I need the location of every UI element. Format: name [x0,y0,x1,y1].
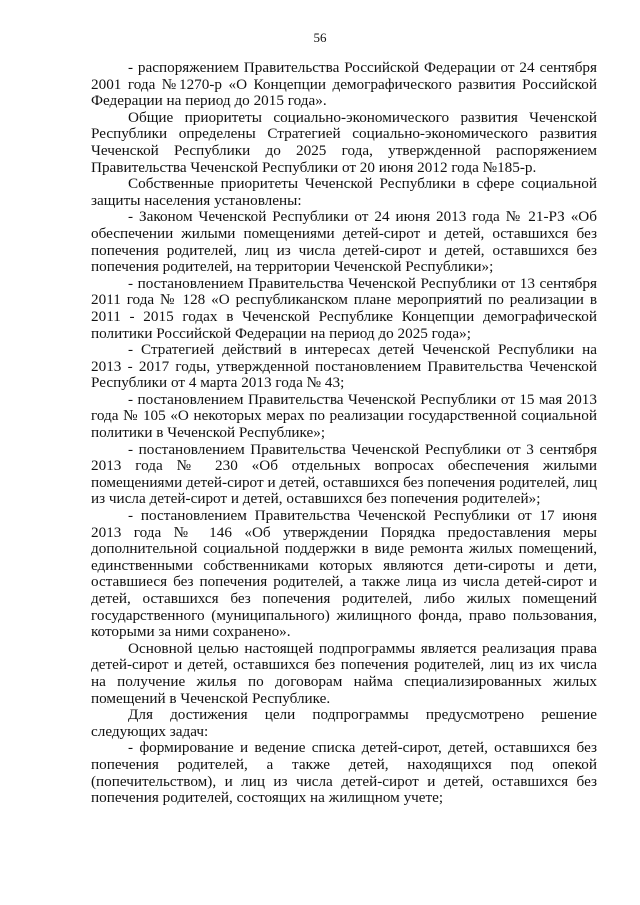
page-number: 56 [313,30,327,45]
paragraph-resolution-105: - постановлением Правительства Чеченской Республики от 15 мая 2013 года № 105 «О некоторых мерах по реализации государственной социальной политики в Чеченской Республике»; [91,390,597,442]
paragraph-general-priorities: Общие приоритеты социально-экономического развития Чеченской Республики определены Стратегией социально-экономического развития Чеченской Республики до 2025 года, утвержденной распоряжением Правительства Чеченской Республики от 20 июня 2012 года №185-р. [91,108,597,176]
paragraph-resolution-146: - постановлением Правительства Чеченской Республики от 17 июня 2013 года № 146 «Об утверждении Порядка предоставления меры дополнительной социальной поддержки в виде ремонта жилых помещений, единственными собственниками которых являются дети-сироты и дети, оставшиеся без попечения родителей, а также лица из числа детей-сирот и детей, оставшихся без попечения родителей, либо жилых помещений государственного (муниципального) жилищного фонда, право пользования, которыми за ними сохранено». [91,507,597,641]
paragraph-main-goal: Основной целью настоящей подпрограммы является реализация права детей-сирот и детей, оставшихся без попечения родителей, лиц из их числа на получение жилья по договорам найма специализированных жилых помещений в Чеченской Республике. [91,639,597,707]
paragraph-decree-demographic-concept: - распоряжением Правительства Российской Федерации от 24 сентября 2001 года №1270-р «О Концепции демографического развития Российской Федерации на период до 2015 года». [91,59,597,110]
document-body [91,60,597,807]
paragraph-task-list-formation: - формирование и ведение списка детей-сирот, детей, оставшихся без попечения родителей, а также детей, находящихся под опекой (попечительством), и лиц из числа детей-сирот и детей, оставшихся без попечения родителей, состоящих на жилищном учете; [91,739,597,807]
paragraph-own-priorities: Собственные приоритеты Чеченской Республики в сфере социальной защиты населения установлены: [91,175,597,209]
paragraph-resolution-128: - постановлением Правительства Чеченской Республики от 13 сентября 2011 года № 128 «О республиканском плане мероприятий по реализации в 2011 - 2015 годах в Чеченской Республике Концепции демографической политики Российской Федерации на период до 2025 года»; [91,274,597,342]
paragraph-law-21-rz: - Законом Чеченской Республики от 24 июня 2013 года № 21-РЗ «Об обеспечении жилыми помещениями детей-сирот и детей, оставшихся без попечения родителей, лиц из числа детей-сирот и детей, оставшихся без попечения родителей, на территории Чеченской Республики»; [91,208,597,276]
paragraph-tasks-intro: Для достижения цели подпрограммы предусмотрено решение следующих задач: [91,706,597,740]
paragraph-children-strategy: - Стратегией действий в интересах детей Чеченской Республики на 2013 - 2017 годы, утвержденной постановлением Правительства Чеченской Республики от 4 марта 2013 года № 43; [91,341,597,392]
paragraph-resolution-230: - постановлением Правительства Чеченской Республики от 3 сентября 2013 года № 230 «Об отдельных вопросах обеспечения жилыми помещениями детей-сирот и детей, оставшихся без попечения родителей, лиц из числа детей-сирот и детей, оставшихся без попечения родителей»; [91,440,597,508]
